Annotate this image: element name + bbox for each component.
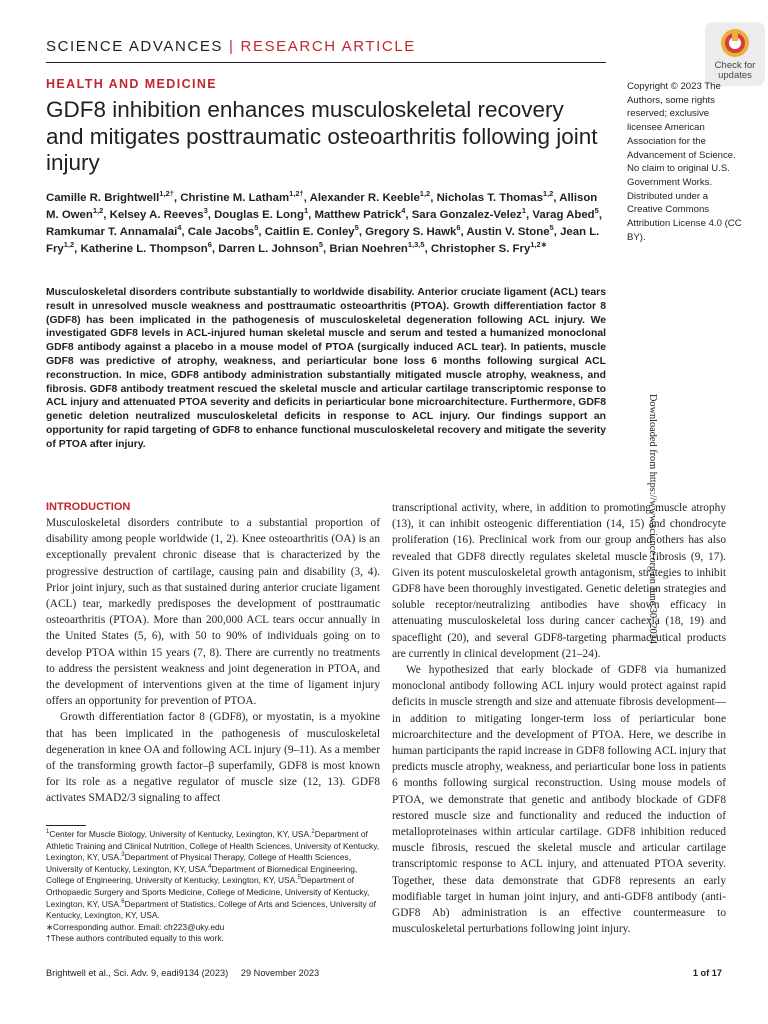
author-affiliation-marker: 1,2∗ [530,240,547,250]
right-column [392,500,726,937]
author-name: Cale Jacobs$^5$ [187,223,259,238]
intro-paragraph: We hypothesized that early blockade of GDF8 via humanized monoclonal antibody following ACL injury would protect against rapid deficits in muscle strength and size and attenuate fibrosis development—in addition to mitigating longer-term loss of periarticular bone microarchitecture and the development of PTOA. Here, we describe in human participants the rapid increase in GDF8 following ACL injury that predicts muscle atrophy, weakness, and periarticular bone loss in patients 6 months following surgical reconstruction. Using mouse models of PTOA, we demonstrate that genetic and antibody blockade of GDF8 restored muscle size and functionality and reduced the induction of metalloproteinases within articular cartilage. GDF8 inhibition reduced muscle fibrosis, rescued the skeletal muscle and articular cartilage transcriptomic response to ACL injury, and attenuated PTOA severity. Together, these data demonstrate that GDF8 represents an early modifiable target in human joint injury, and anti-GDF8 antibody (anti-GDF8 Ab) administration is an effective countermeasure to musculoskeletal perturbations following joint injury. [392,664,726,936]
check-for-updates-badge[interactable] [705,22,765,86]
author-affiliation-marker: 5 [354,223,359,233]
author-name: Kelsey A. Reeves$^3$ [109,206,208,221]
author-name: Jean L. Fry$^{1,2}$ [46,226,600,255]
affiliation-text: Department of Physical Therapy, College of Health Sciences, University of Kentucky, Lexington, KY, USA. [46,852,352,874]
author-name: Caitlin E. Conley$^5$ [264,223,359,238]
affiliation-text: Department of Orthopaedic Surgery and Sports Medicine, College of Medicine, University of Kentucky, Lexington, KY, USA. [46,875,370,909]
affiliation-text: Center for Muscle Biology, University of Kentucky, Lexington, KY, USA. [49,829,312,839]
affiliation-marker: 6 [121,898,125,905]
copyright-notice: Copyright © 2023 The Authors, some rights reserved; exclusive licensee American Association for the Advancement of Science. No claim to original U.S. Government Works. Distributed under a Creative Commons Attribution License 4.0 (CC BY). [627,81,742,243]
author-affiliation-marker: 1 [521,206,527,216]
author-name: Alexander R. Keeble$^{1,2}$ [309,189,431,204]
author-name: Nicholas T. Thomas$^{1,2}$ [436,189,554,204]
download-watermark: Downloaded from https://www.science.org on June 30, 2024 [647,394,658,644]
affiliations [46,829,380,945]
affiliation-marker: 2 [311,829,315,836]
author-affiliation-marker: 5 [594,206,599,216]
affiliation-marker: 5 [297,875,301,882]
affiliation-list [46,829,380,922]
article-type: RESEARCH ARTICLE [240,38,416,55]
equal-contribution-note: †These authors contributed equally to this work. [46,933,224,944]
author-affiliation-marker: 1,2 [419,189,431,199]
affiliation-marker: 4 [208,863,212,870]
author-name: Christine M. Latham$^{1,2\dagger}$ [180,189,304,204]
author-affiliation-marker: 1 [303,206,309,216]
author-name: Sara Gonzalez-Velez$^1$ [411,206,527,221]
author-name: Christopher S. Fry$^{1,2∗}$ [430,240,547,255]
abstract: Musculoskeletal disorders contribute substantially to worldwide disability. Anterior cruciate ligament (ACL) tears result in unresolved muscle weakness and posttraumatic osteoarthritis (PTOA). Growth differentiation factor 8 (GDF8) has been implicated in the pathogenesis of musculoskeletal degeneration following ACL injury. We investigated GDF8 levels in ACL-injured human skeletal muscle and serum and tested a humanized monoclonal GDF8 antibody against a placebo in a mouse model of PTOA (surgically induced ACL tear). In patients, muscle GDF8 was predictive of atrophy, weakness, and periarticular bone loss 6 months following surgical ACL reconstruction. In mice, GDF8 antibody administration substantially mitigated muscle atrophy, weakness, and fibrosis. GDF8 antibody treatment rescued the skeletal muscle and articular cartilage transcriptomic response to ACL injury and attenuated PTOA severity and deficits in periarticular bone microarchitecture. Furthermore, GDF8 genetic deletion neutralized musculoskeletal deficits in response to ACL injury. Our findings support an opportunity for rapid targeting of GDF8 to enhance functional musculoskeletal recovery and mitigate the severity of PTOA after injury. [46,287,606,450]
author-affiliation-marker: 6 [207,240,212,250]
author-name: Gregory S. Hawk$^6$ [365,223,461,238]
intro-paragraph: transcriptional activity, where, in addition to promoting muscle atrophy (13), it can inhibit osteogenic differentiation (14, 15) and chondrocyte proliferation (16). Preclinical work from our group and others has also revealed that GDF8 directly regulates skeletal muscle fibrosis (9, 17). Given its potent musculoskeletal growth antagonism, strategies to inhibit GDF8 have been thoroughly investigated. Genetic deletion strategies and soluble receptor/neutralizing antibodies have shown efficacy in attenuating musculoskeletal loss during cancer cachexia (18, 19) and spaceflight (20), and several GDF8-targeting pharmaceutical products are currently in clinical development (21–24). [392,502,726,660]
affiliation-marker: 3 [121,852,125,859]
author-affiliation-marker: 6 [456,223,461,233]
author-name: Varag Abed$^5$ [532,206,599,221]
author-affiliation-marker: 1,3,5 [407,240,425,250]
badge-label: Check for updates [714,60,756,81]
author-name: Brian Noehren$^{1,3,5}$ [329,240,425,255]
affiliation-text: Department of Statistics, College of Arts and Sciences, University of Kentucky, Lexington, KY, USA. [46,898,376,921]
author-affiliation-marker: 4 [177,223,182,233]
author-name: Ramkumar T. Annamalai$^4$ [46,223,182,238]
author-name: Douglas E. Long$^1$ [214,206,309,221]
left-column [46,500,380,807]
affiliation-text: Department of Biomedical Engineering, College of Engineering, University of Kentucky, Lexington, KY, USA. [46,863,358,886]
author-affiliation-marker: 1,2 [63,240,75,250]
author-affiliation-marker: 5 [254,223,259,233]
author-name: Katherine L. Thompson$^6$ [80,240,212,255]
corresponding-author[interactable]: ∗Corresponding author. Email: cfr223@uky.edu [46,921,225,932]
author-name: Allison M. Owen$^{1,2}$ [46,192,598,221]
author-name: Camille R. Brightwell$^{1,2\dagger}$ [46,189,174,204]
crossmark-icon [721,29,749,57]
author-name: Darren L. Johnson$^5$ [218,240,324,255]
author-affiliation-marker: 1,2† [289,189,304,199]
author-affiliation-marker: 3 [203,206,208,216]
author-affiliation-marker: 5 [318,240,324,250]
author-affiliation-marker: 1,2† [159,189,174,199]
masthead-rule [46,62,606,63]
author-affiliation-marker: 1,2 [542,189,554,199]
page-number: 1 of 17 [692,968,722,978]
author-list: Camille R. Brightwell$^{1,2\dagger}$, Christine M. Latham$^{1,2\dagger}$, Alexander R. Keeble$^{1,2}$, Nicholas T. Thomas$^{1,2}$, Allison M. Owen$^{1,2}$, Kelsey A. Reeves$^3$, Douglas E. Long$^1$, Matthew Patrick$^4$, Sara Gonzalez-Velez$^1$, Varag Abed$^5$, Ramkumar T. Annamalai$^4$, Cale Jacobs$^5$, Caitlin E. Conley$^5$, Gregory S. Hawk$^6$, Austin V. Stone$^5$, Jean L. Fry$^{1,2}$, Katherine L. Thompson$^6$, Darren L. Johnson$^5$, Brian Noehren$^{1,3,5}$, Christopher S. Fry$^{1,2∗}$ [46,189,602,255]
author-affiliation-marker: 5 [549,223,554,233]
affiliation-marker: 1 [46,829,50,836]
author-name: Matthew Patrick$^4$ [314,206,406,221]
section-tag: HEALTH AND MEDICINE [46,77,218,91]
author-name: Austin V. Stone$^5$ [466,223,554,238]
footer-citation: Brightwell et al., Sci. Adv. 9, eadi9134 (2023) 29 November 2023 [46,968,320,978]
author-affiliation-marker: 1,2 [92,206,104,216]
article-title: GDF8 inhibition enhances musculoskeletal recovery and mitigates posttraumatic osteoarthritis following joint injury [46,97,598,175]
footnote-rule [46,825,86,826]
intro-paragraph: Musculoskeletal disorders contribute to a substantial proportion of disability among people worldwide (1, 2). Knee osteoarthritis (OA) is an exceptionally prevalent chronic disease that is characterized by the progressive destruction of cartilage, causing pain and disability (3, 4). Prior joint injury, such as that sustained during anterior cruciate ligament (ACL) tear, markedly predisposes the development of posttraumatic osteoarthritis (PTOA). More than 200,000 ACL tears occur annually in the United States (5, 6), with 50 to 90% of individuals going on to develop PTOA within 15 years (7, 8). There are currently no treatments to address the persistent weakness and joint degeneration in PTOA, and the development of interventions given at the time of ligament injury offers an opportunity for prevention of PTOA. [46,517,380,708]
author-affiliation-marker: 4 [401,206,406,216]
intro-paragraph: Growth differentiation factor 8 (GDF8), or myostatin, is a myokine that has been implicated in the pathogenesis of musculoskeletal degeneration in knee OA and following ACL injury (9–11). As a member of the transforming growth factor–β superfamily, GDF8 is most known for its role as a negative regulator of muscle size (12, 13). GDF8 activates SMAD2/3 signaling to affect [46,711,380,805]
introduction-heading: INTRODUCTION [46,501,131,513]
journal-name[interactable]: SCIENCE ADVANCES [46,38,224,55]
affiliation-text: Department of Athletic Training and Clinical Nutrition, College of Health Sciences, University of Kentucky, Lexington, KY, USA. [46,829,380,863]
masthead-separator: | [229,38,235,55]
masthead [46,38,416,55]
